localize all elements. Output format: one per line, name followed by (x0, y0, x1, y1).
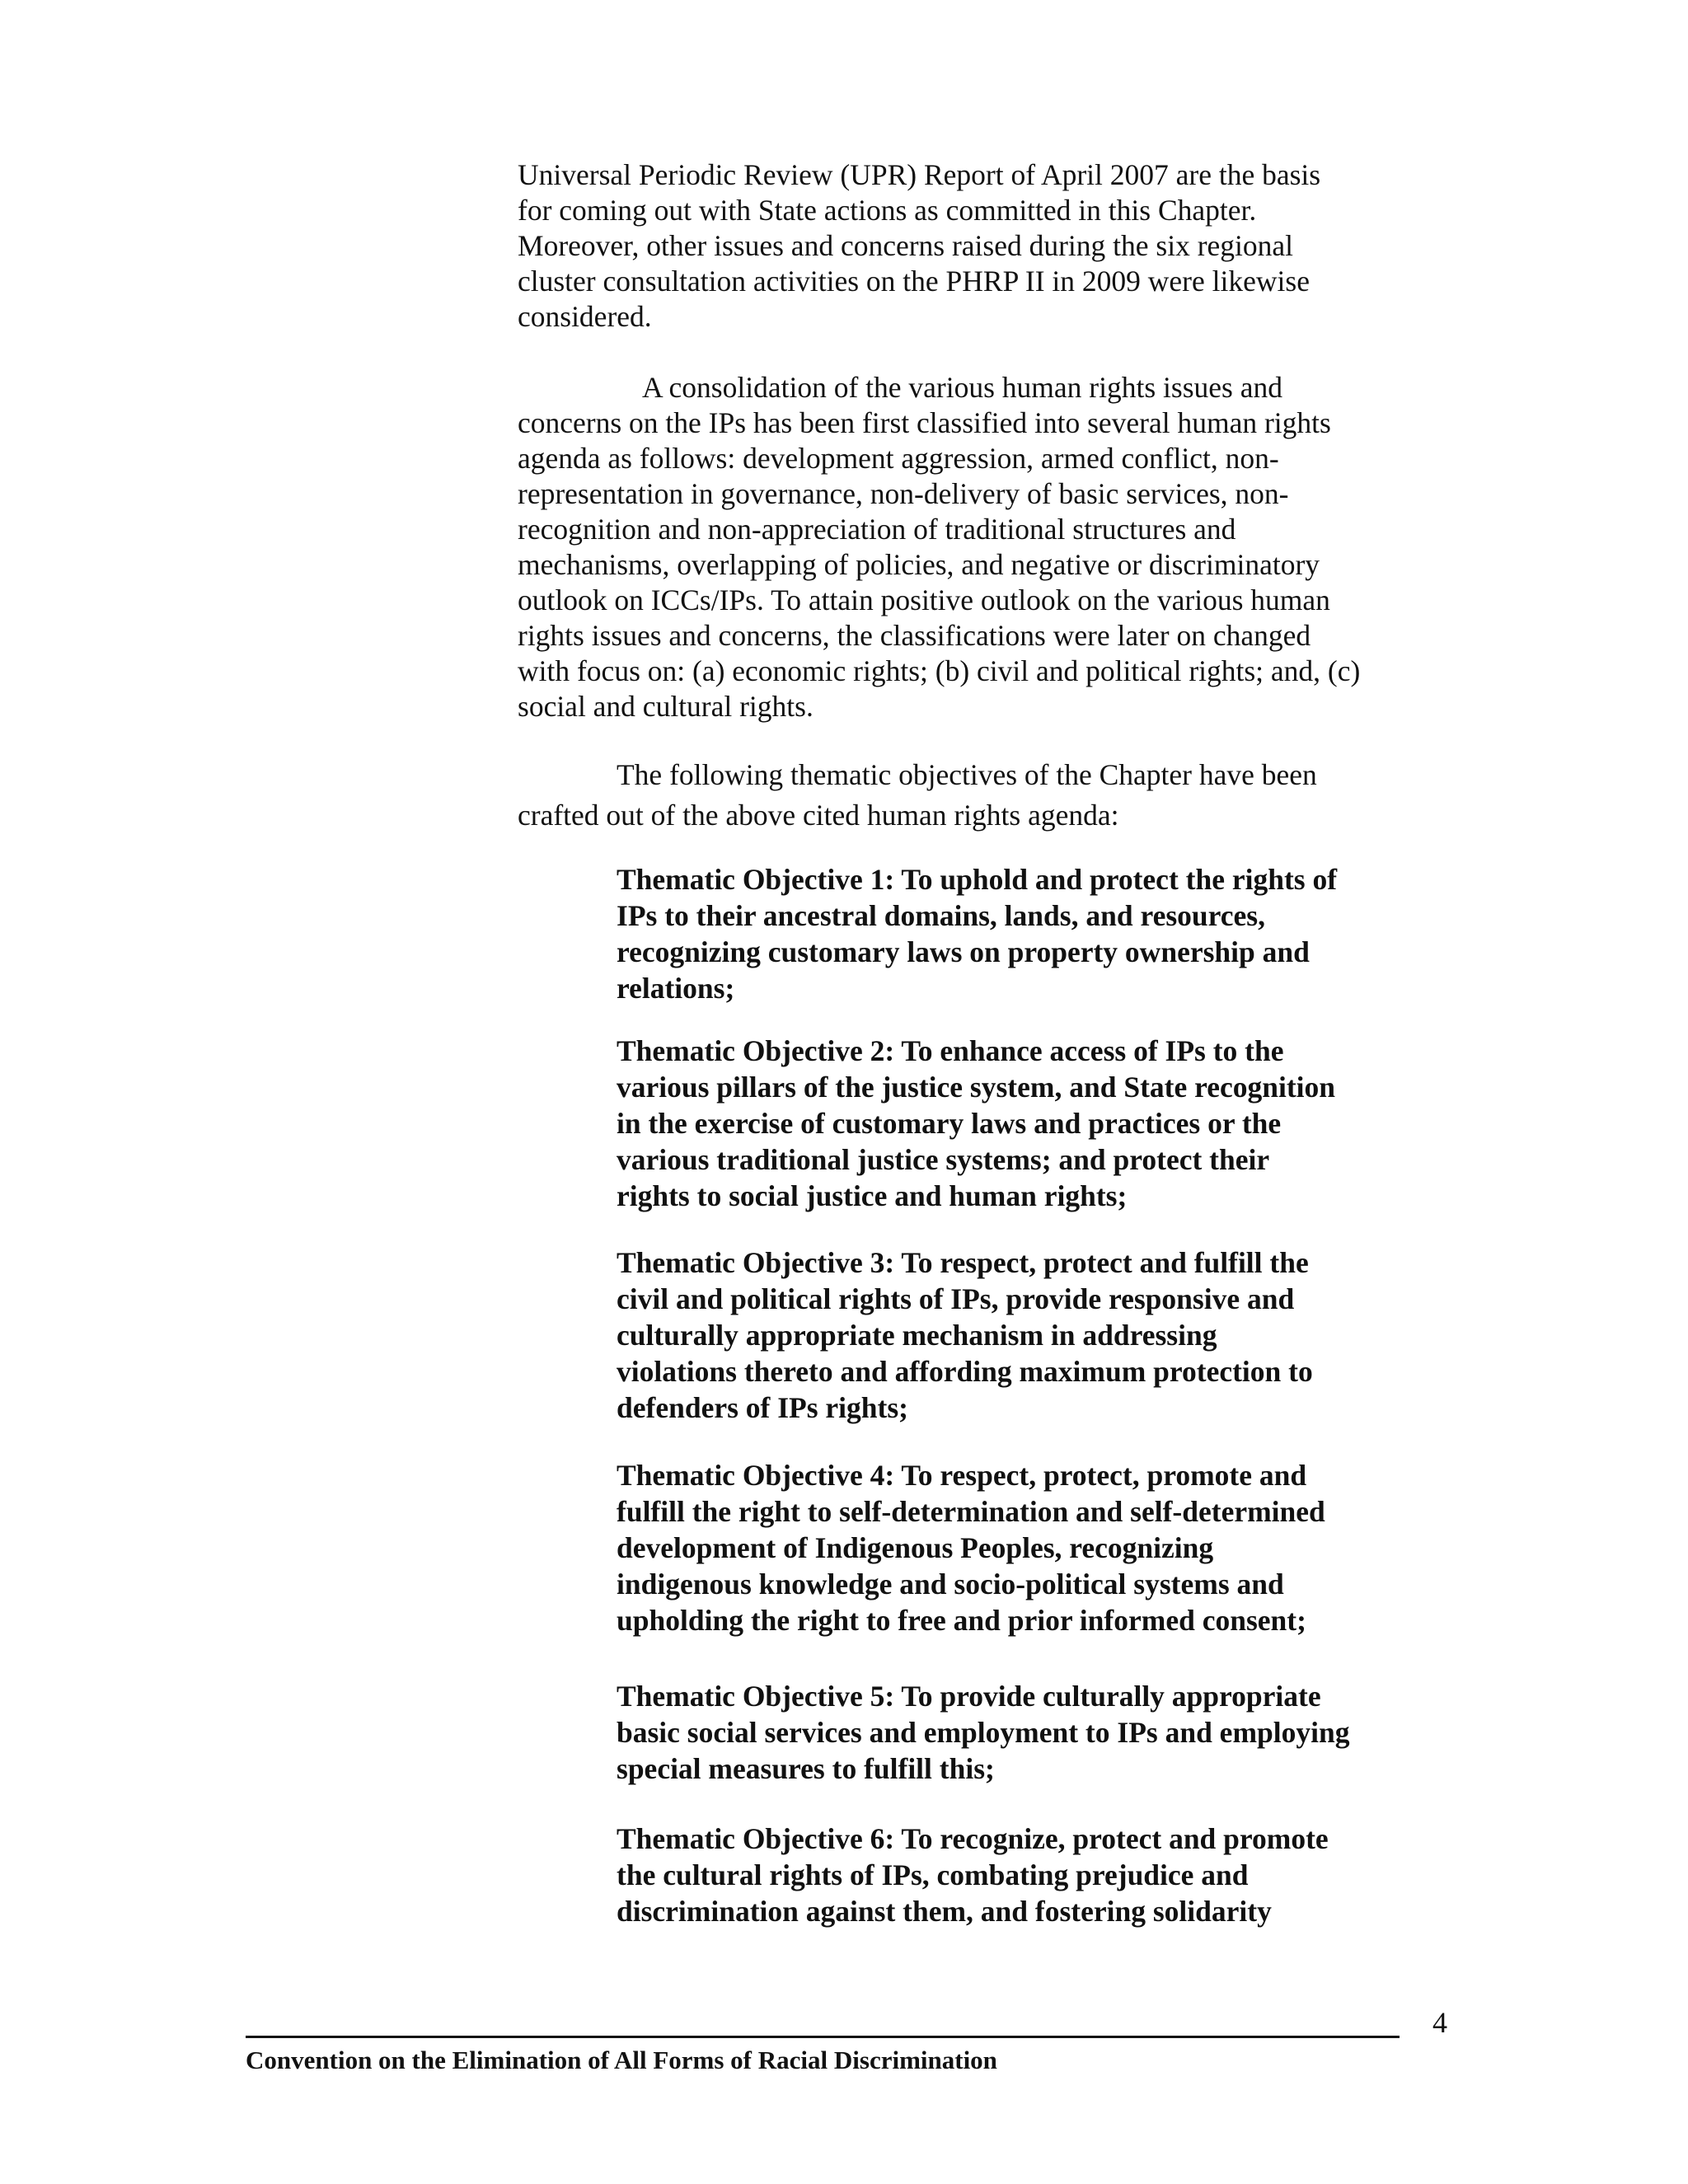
text-line: crafted out of the above cited human rights agenda: (518, 799, 1119, 832)
thematic-objective-5 (617, 1678, 1457, 1787)
thematic-objective-6 (617, 1821, 1457, 1929)
objective-line: various traditional justice systems; and protect their (617, 1143, 1270, 1176)
text-line: cluster consultation activities on the PHRP II in 2009 were likewise (518, 265, 1310, 298)
objective-line: Thematic Objective 4: To respect, protect, promote and (617, 1459, 1307, 1492)
objective-line: recognizing customary laws on property ownership and (617, 935, 1310, 968)
page-number: 4 (1432, 2006, 1447, 2039)
objective-line: civil and political rights of IPs, provide responsive and (617, 1282, 1295, 1315)
paragraph-consolidation (518, 370, 1432, 724)
thematic-objective-2 (617, 1033, 1457, 1214)
text-line: mechanisms, overlapping of policies, and negative or discriminatory (518, 548, 1320, 581)
objective-line: Thematic Objective 6: To recognize, protect and promote (617, 1822, 1329, 1855)
objective-line: violations thereto and affording maximum protection to (617, 1355, 1313, 1388)
objective-line: IPs to their ancestral domains, lands, and resources, (617, 899, 1265, 932)
paragraph-upr-basis (518, 157, 1432, 335)
footer-title: Convention on the Elimination of All Forms of Racial Discrimination (246, 2046, 997, 2074)
objective-line: development of Indigenous Peoples, recognizing (617, 1531, 1214, 1564)
objective-line: in the exercise of customary laws and practices or the (617, 1107, 1282, 1140)
footer-divider (246, 2036, 1400, 2038)
text-line: considered. (518, 300, 652, 333)
text-line: Moreover, other issues and concerns raised during the six regional (518, 229, 1294, 262)
thematic-objective-3 (617, 1244, 1457, 1426)
objective-line: Thematic Objective 3: To respect, protect and fulfill the (617, 1246, 1309, 1279)
objective-line: culturally appropriate mechanism in addressing (617, 1319, 1217, 1352)
objective-line: special measures to fulfill this; (617, 1752, 995, 1785)
paragraph-thematic-intro (518, 757, 1432, 833)
text-line: for coming out with State actions as committed in this Chapter. (518, 194, 1257, 227)
text-line: The following thematic objectives of the Chapter have been (617, 758, 1317, 791)
objective-line: upholding the right to free and prior informed consent; (617, 1604, 1306, 1637)
thematic-objective-1 (617, 861, 1457, 1006)
text-line: concerns on the IPs has been first classified into several human rights (518, 406, 1331, 439)
text-line: social and cultural rights. (518, 690, 814, 723)
text-line: representation in governance, non-delivery of basic services, non- (518, 477, 1289, 510)
text-line: Universal Periodic Review (UPR) Report of April 2007 are the basis (518, 158, 1321, 191)
objective-line: Thematic Objective 2: To enhance access of IPs to the (617, 1034, 1284, 1067)
objective-line: Thematic Objective 1: To uphold and protect the rights of (617, 863, 1338, 896)
text-line: outlook on ICCs/IPs. To attain positive outlook on the various human (518, 583, 1330, 616)
text-line: agenda as follows: development aggression, armed conflict, non- (518, 442, 1279, 475)
text-line: rights issues and concerns, the classifications were later on changed (518, 619, 1311, 652)
objective-line: indigenous knowledge and socio-political systems and (617, 1568, 1284, 1601)
objective-line: fulfill the right to self-determination and self-determined (617, 1495, 1325, 1528)
objective-line: relations; (617, 972, 735, 1005)
text-line: A consolidation of the various human rights issues and (642, 371, 1282, 404)
objective-line: discrimination against them, and fostering solidarity (617, 1895, 1272, 1928)
objective-line: rights to social justice and human rights; (617, 1179, 1128, 1212)
objective-line: basic social services and employment to IPs and employing (617, 1716, 1350, 1749)
objective-line: various pillars of the justice system, and State recognition (617, 1071, 1336, 1104)
objective-line: the cultural rights of IPs, combating prejudice and (617, 1858, 1249, 1891)
objective-line: Thematic Objective 5: To provide culturally appropriate (617, 1680, 1321, 1713)
objective-line: defenders of IPs rights; (617, 1391, 908, 1424)
text-line: with focus on: (a) economic rights; (b) civil and political rights; and, (c) (518, 654, 1361, 687)
thematic-objective-4 (617, 1457, 1457, 1638)
text-line: recognition and non-appreciation of traditional structures and (518, 513, 1236, 546)
